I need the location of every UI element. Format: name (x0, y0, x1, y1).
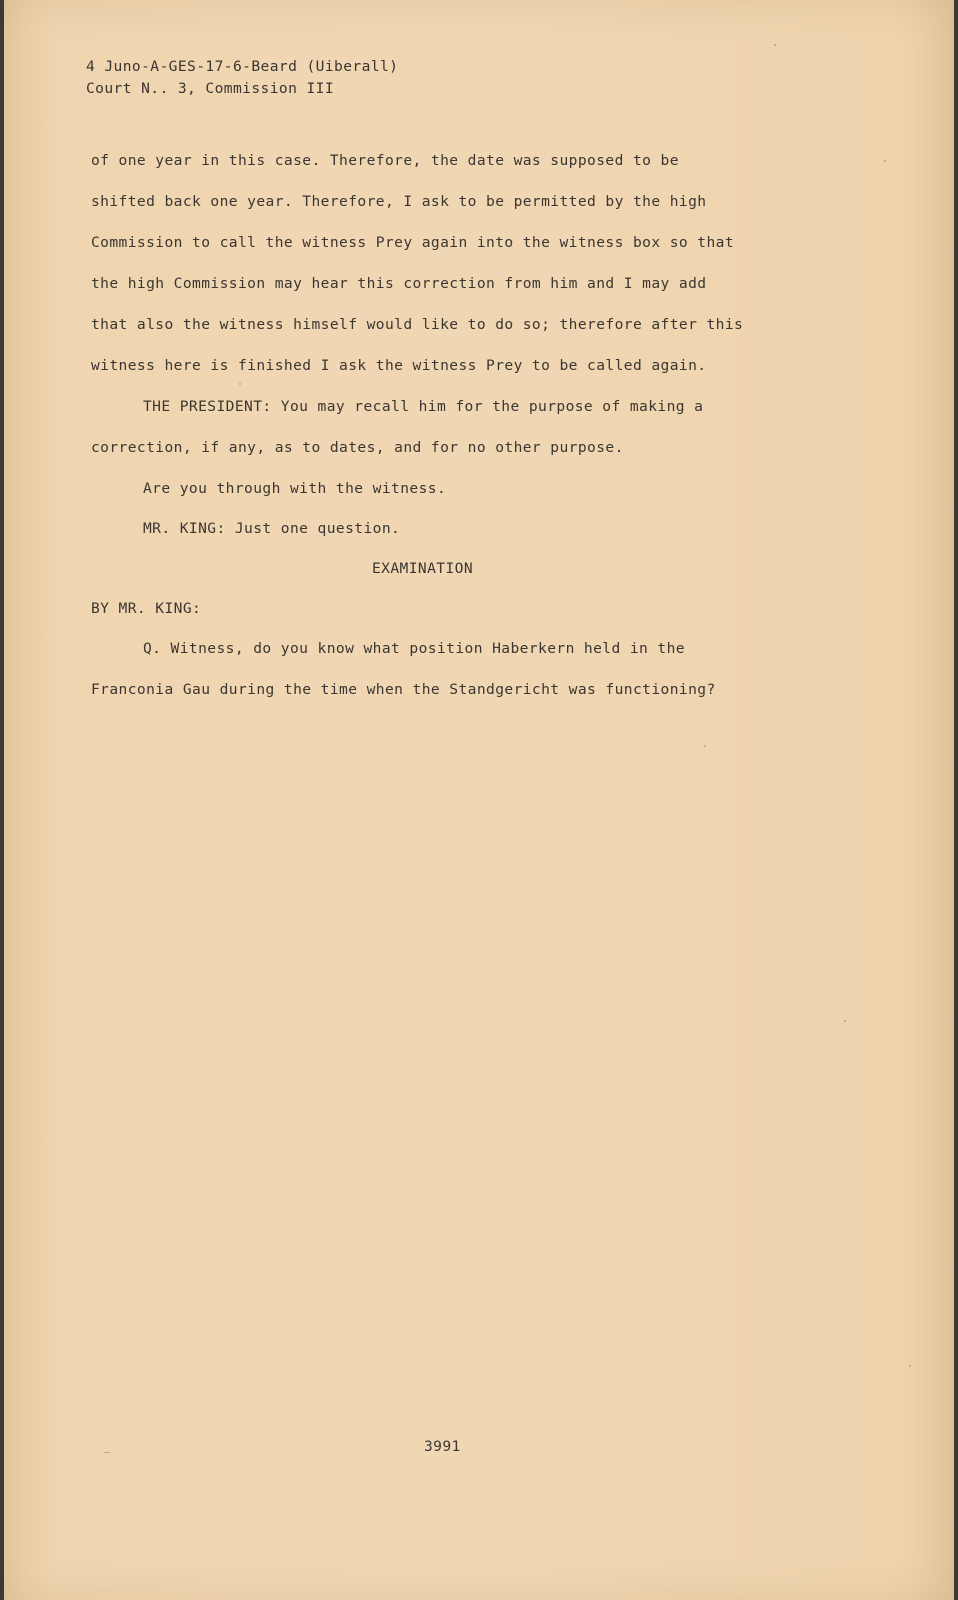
body-line: witness here is finished I ask the witness Prey to be called again. (91, 357, 707, 374)
paper-speck (104, 1452, 110, 1453)
president-statement: THE PRESIDENT: You may recall him for the purpose of making a (143, 398, 704, 415)
paper-speck (884, 160, 886, 162)
president-question: Are you through with the witness. (143, 480, 447, 497)
question-line: Q. Witness, do you know what position Haberkern held in the (143, 640, 685, 657)
page-number: 3991 (424, 1438, 461, 1455)
document-page (4, 0, 954, 1600)
body-line: Commission to call the witness Prey again into the witness box so that (91, 234, 735, 251)
paper-speck (704, 745, 706, 747)
body-line: that also the witness himself would like to do so; therefore after this (91, 316, 744, 333)
header-reference: 4 Juno-A-GES-17-6-Beard (Uiberall) (86, 58, 399, 75)
paper-speck (909, 1365, 911, 1367)
king-statement: MR. KING: Just one question. (143, 520, 401, 537)
body-line: of one year in this case. Therefore, the date was supposed to be (91, 152, 679, 169)
examiner-label: BY MR. KING: (91, 600, 202, 617)
president-statement-cont: correction, if any, as to dates, and for no other purpose. (91, 439, 624, 456)
paper-speck (844, 1020, 846, 1022)
paper-speck (774, 44, 776, 46)
section-heading: EXAMINATION (372, 560, 474, 577)
paper-speck (239, 383, 241, 385)
header-court: Court N.. 3, Commission III (86, 80, 335, 97)
question-line: Franconia Gau during the time when the Standgericht was functioning? (91, 681, 716, 698)
body-line: shifted back one year. Therefore, I ask to be permitted by the high (91, 193, 707, 210)
body-line: the high Commission may hear this correction from him and I may add (91, 275, 707, 292)
